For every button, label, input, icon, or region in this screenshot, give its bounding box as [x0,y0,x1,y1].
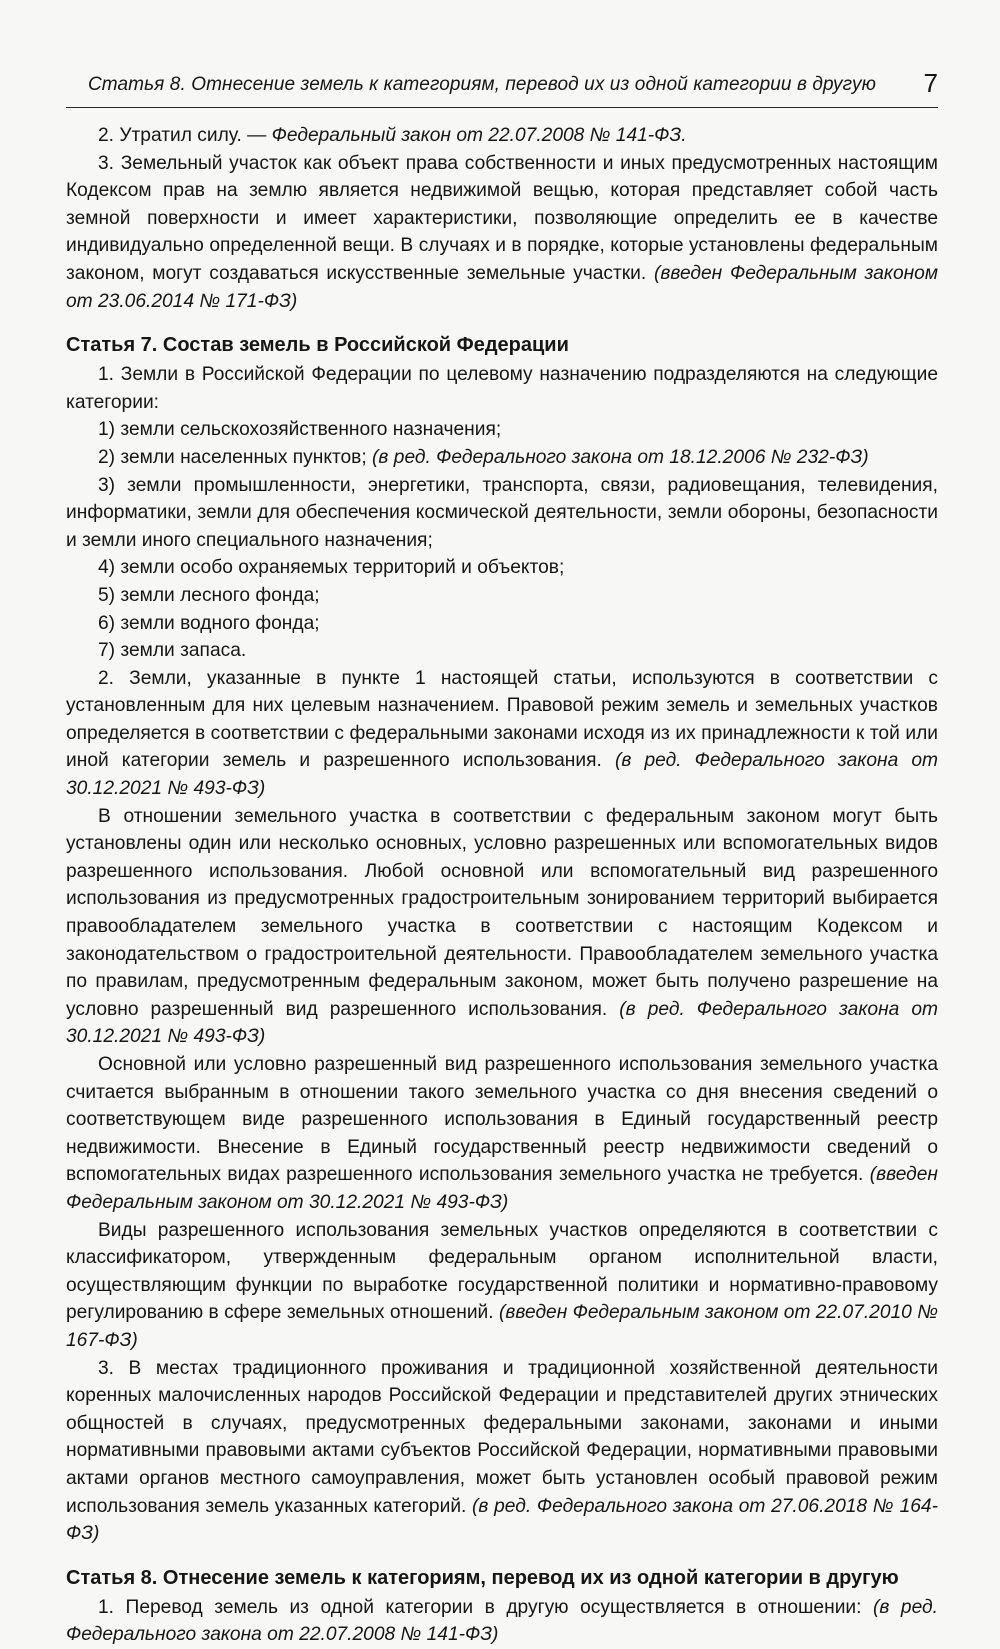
category-item-4: 4) земли особо охраняемых территорий и объектов; [98,557,565,579]
article-8-heading: Статья 8. Отнесение земель к категориям, перевод их из одной категории в другую [66,1566,899,1589]
amendment-note: Федеральный закон от 22.07.2008 № 141-ФЗ. [271,125,687,146]
amendment-note: (введен Федеральным законом от 30.12.2021 № 493-ФЗ) [66,1164,938,1213]
art7-paragraph-2: 2. Земли, указанные в пункте 1 настоящей статьи, используются в соответствии с установленным для них целевым назначением. Правовой режим земель и земельных участков определяется в соответствии с федеральными законами исходя из их принадлежности к той или иной категории земель и разрешенного использования. (в ред. Федерального закона от 30.12.2021 № 493-ФЗ) [66,667,939,800]
running-header [66,0,938,108]
category-item-6: 6) земли водного фонда; [98,612,320,634]
category-item-1: 1) земли сельскохозяйственного назначения; [98,419,502,441]
amendment-note: (в ред. Федерального закона от 30.12.2021 № 493-ФЗ) [66,750,939,800]
page-number: 7 [923,68,938,98]
category-item-5: 5) земли лесного фонда; [98,584,320,606]
category-item-7: 7) земли запаса. [98,640,247,662]
art7-paragraph-1: 1. Земли в Российской Федерации по целевому назначению подразделяются на следующие категории: [66,364,938,413]
art7-paragraph-5: Виды разрешенного использования земельных участков определяются в соответствии с классификатором, утвержденным федеральным органом исполнительной власти, осуществляющим функции по выработке государственной политики и нормативно-правовому регулированию в сфере земельных отношений. (введен Федеральным законом от 22.07.2010 № 167-ФЗ) [66,1219,938,1351]
art7-paragraph-6: 3. В местах традиционного проживания и традиционной хозяйственной деятельности коренных малочисленных народов Российской Федерации и представителей других этнических общностей в случаях, предусмотренных федеральными законами, законами и иными нормативными правовыми актами субъектов Российской Федерации, нормативными правовыми актами органов местного самоуправления, может быть установлен особый правовой режим использования земель указанных категорий. (в ред. Федерального закона от 27.06.2018 № 164-ФЗ) [66,1357,938,1545]
amendment-note: (введен Федеральным законом от 22.07.2010 № 167-ФЗ) [66,1302,938,1351]
art8-paragraph-1: 1. Перевод земель из одной категории в другую осуществляется в отношении: (в ред. Федерального закона от 22.07.2008 № 141-ФЗ) [66,1596,938,1646]
running-title: Статья 8. Отнесение земель к категориям, перевод их из одной категории в другую [87,74,877,95]
category-item-3: 3) земли промышленности, энергетики, транспорта, связи, радиовещания, телевидения, информатики, земли для обеспечения космической деятельности, земли обороны, безопасности и земли иного специального назначения; [66,474,938,551]
amendment-note: (в ред. Федерального закона от 18.12.2006 № 232-ФЗ) [372,446,869,468]
article-7-heading: Статья 7. Состав земель в Российской Федерации [66,334,569,357]
art7-paragraph-4: Основной или условно разрешенный вид разрешенного использования земельного участка считается выбранным в отношении такого земельного участка со дня внесения сведений о соответствующем виде разрешенного использования в Единый государственный реестр недвижимости. Внесение в Единый государственный реестр недвижимости сведений о вспомогательных видах разрешенного использования земельного участка не требуется. (введен Федеральным законом от 30.12.2021 № 493-ФЗ) [66,1054,938,1213]
art6-paragraph-3: 3. Земельный участок как объект права собственности и иных предусмотренных настоящим Кодексом прав на землю является недвижимой вещью, которая представляет собой часть земной поверхности и имеет характеристики, позволяющие определить ее в качестве индивидуально определенной вещи. В случаях и в порядке, которые установлены федеральным законом, могут создаваться искусственные земельные участки. (введен Федеральным законом от 23.06.2014 № 171-ФЗ) [66,152,939,312]
document-body [66,108,938,1649]
amendment-note: (в ред. Федерального закона от 30.12.2021 № 493-ФЗ) [66,998,938,1048]
amendment-note: (в ред. Федерального закона от 22.07.2008 № 141-ФЗ) [66,1596,938,1646]
amendment-note: (введен Федеральным законом от 23.06.2014 № 171-ФЗ) [66,262,939,312]
art7-paragraph-3: В отношении земельного участка в соответствии с федеральным законом могут быть установлены один или несколько основных, условно разрешенных или вспомогательных видов разрешенного использования. Любой основной или вспомогательный вид разрешенного использования из предусмотренных градостроительным зонированием территорий выбирается правообладателем земельного участка в соответствии с настоящим Кодексом и законодательством о градостроительной деятельности. Правообладателем земельного участка по правилам, предусмотренным федеральным законом, может быть получено разрешение на условно разрешенный вид разрешенного использования. (в ред. Федерального закона от 30.12.2021 № 493-ФЗ) [66,805,938,1048]
amendment-note: (в ред. Федерального закона от 27.06.2018 № 164-ФЗ) [66,1495,938,1545]
art6-paragraph-2: 2. Утратил силу. — Федеральный закон от 22.07.2008 № 141-ФЗ. [98,125,687,146]
category-item-2: 2) земли населенных пунктов; (в ред. Федерального закона от 18.12.2006 № 232-ФЗ) [98,446,869,468]
